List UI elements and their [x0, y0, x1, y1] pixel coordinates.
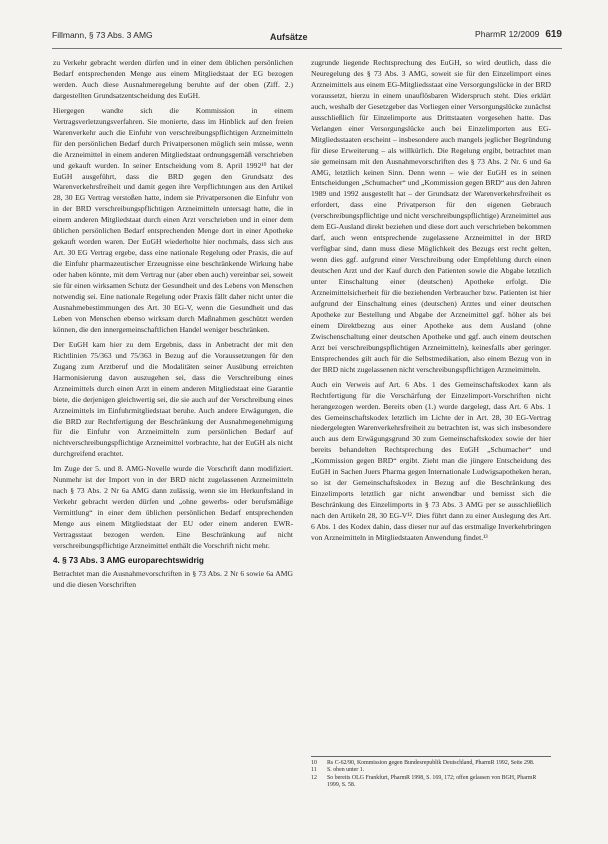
- right-column: [311, 58, 551, 544]
- left-column: [53, 58, 293, 591]
- header-author-citation: Fillmann, § 73 Abs. 3 AMG: [52, 30, 153, 40]
- footnote: [311, 760, 551, 767]
- header-journal: PharmR 12/2009: [475, 29, 540, 39]
- footnote: [311, 767, 551, 774]
- footnotes: [311, 756, 551, 790]
- footnote-number: 11: [311, 767, 317, 774]
- footnote-text: So bereits OLG Frankfurt, PharmR 1998, S. 169, 172; offen gelassen von BGH, PharmR 1999, S. 58.: [327, 774, 537, 789]
- paragraph: Hiergegen wandte sich die Kommission in einem Vertragsverletzungsverfahren. Sie monierte, dass im Hinblick auf den freien Warenverkehr auch die Einfuhr von verschreibungspflichtigen Arzneimitteln für den persönlichen Bedarf durch Privatpersonen möglich sein müsse, wenn die Arzneimittel in einem anderen Mitgliedstaat ordnungsgemäß verschrieben und gekauft wurden. In seiner Entscheidung vom 8. April 1992¹⁰ hat der EuGH ausgeführt, dass die BRD gegen den Grundsatz des Warenverkehrsfreiheit und damit gegen ihre Verpflichtungen aus den Artikel 28, 30 EG Vertrag verstoßen hatte, indem sie Privatpersonen die Einfuhr von in der BRD verschreibungspflichtigen Arzneimitteln untersagt hatte, die in einem anderen Mitgliedstaat durch einen Arzt verschrieben und in einer dem üblichen persönlichen Bedarf entsprechenden Menge dort in einer Apotheke gekauft worden waren. Der EuGH wiederholte hier nochmals, dass sich aus Art. 30 EG Vertrag ergebe, dass eine nationale Regelung oder Praxis, die auf die Einfuhr pharmazeutischer Erzeugnisse eine beschränkende Wirkung habe oder haben könnte, mit dem Vertrag nur (aber eben auch) vereinbar sei, soweit sie für einen wirksamen Schutz der Gesundheit und des Lebens von Menschen notwendig sei. Eine nationale Regelung oder Praxis fällt daher nicht unter die Ausnahmebestimmungen des Art. 30 EG-V, wenn die Gesundheit und das Leben von Menschen ebenso wirksam durch Maßnahmen geschützt werden können, die den innergemeinschaftlichen Handel weniger beschränken.: [53, 105, 293, 334]
- footnote-number: 12: [311, 774, 317, 781]
- header-journal-info: [475, 29, 562, 40]
- footnote: [311, 775, 551, 790]
- running-header: [52, 26, 562, 49]
- paragraph: zu Verkehr gebracht werden dürfen und in einer dem üblichen persönlichen Bedarf entsprechenden Menge aus einem Mitgliedstaat der EG bezogen werden. Auch diese Ausnahmeregelung beruhte auf der oben (Ziff. 2.) dargestellten Grundsatzentscheidung des EuGH.: [53, 58, 293, 100]
- paragraph: zugrunde liegende Rechtsprechung des EuGH, so wird deutlich, dass die Neuregelung des § 73 Abs. 3 AMG, soweit sie für den Einzelimport eines Arzneimittels aus einem EG-Mitgliedsstaat eine Versorgungslücke in der BRD voraussetzt, hierzu in einem unauflösbaren Widerspruch steht. Dies erklärt auch, weshalb der Gesetzgeber das Vorliegen einer Versorgungslücke zunächst ausschließlich für Einzelimporte aus Drittstaaten vorgesehen hatte. Das Verlangen einer Versorgungslücke auch bei Einzelimporten aus EG-Mitgliedsstaaten erscheint – insbesondere auch mangels jeglicher Begründung für diese Erweiterung – als willkürlich. Die Regelung ergibt, betrachtet man sie gemeinsam mit den Ausnahmevorschriften des § 73 Abs. 2 Nr. 6 und 6a AMG, letztlich keinen Sinn. Denn wenn – wie der EuGH es in seinen Entscheidungen „Schumacher“ und „Kommission gegen BRD“ aus den Jahren 1989 und 1992 ausgestellt hat – der Grundsatz der Warenverkehrsfreiheit es erfordert, dass eine Privatperson für den eigenen Gebrauch (verschreibungspflichtige und nicht verschreibungspflichtige) Arzneimittel aus dem EG-Ausland direkt beziehen und diese dort auch verschrieben bekommen darf, auch wenn entsprechende zugelassene Arzneimittel in der BRD verfügbar sind, dann muss diese Möglichkeit des Bezugs erst recht gelten, wenn dies ggf. aufgrund einer Verschreibung oder Empfehlung durch einen deutschen Arzt und der Kauf durch den Patienten sowie die Abgabe letztlich unter Einschaltung einer (deutschen) Apotheke erfolgt. Die Arzneimittelsicherheit für die beziehenden Verbraucher bzw. Patienten ist hier aufgrund der Einschaltung eines (deutschen) Arztes und einer deutschen Apotheke zur Bestellung und Abgabe der Arzneimittel ggf. höher als bei einem Direktbezug aus einer Apotheke aus dem Ausland (ohne Zwischenschaltung einer deutschen Apotheke und ggf. auch einem deutschen Arzt bei verschreibungspflichtigen Arzneimitteln), keinesfalls aber geringer. Entsprechendes gilt auch für die Selbstmedikation, also einem Bezug von in der BRD nicht zugelassenen nicht verschreibungspflichtigen Arzneimitteln.: [311, 58, 551, 374]
- paragraph: Der EuGH kam hier zu dem Ergebnis, dass in Anbetracht der mit den Richtlinien 75/363 und 75/363 in Bezug auf die Voraussetzungen für den Zugang zum Arztberuf und die Modalitäten seiner Ausübung erreichten Harmonisierung davon auszugehen sei, dass die Verschreibung eines Arzneimittels durch einen Arzt in einem anderen Mitgliedstaat eine Garantie biete, die derjenigen gleichwertig sei, die sie auch auf der Verschreibung eines Arzneimittels im Einfuhrmitgliedstaat beruhe. Auch andere Erwägungen, die die BRD zur Rechtfertigung der Beschränkung der Ausnahmegenehmigung für die Einfuhr von Arzneimitteln zum persönlichen Bedarf auf nichtverschreibungspflichtige Arzneimittel vorbrachte, hat der EuGH als nicht durchgreifend erachtet.: [53, 339, 293, 459]
- paragraph: Im Zuge der 5. und 8. AMG-Novelle wurde die Vorschrift dann modifiziert. Nunmehr ist der Import von in der BRD nicht zugelassenen Arzneimitteln nach § 73 Abs. 2 Nr 6a AMG dann zulässig, wenn sie im Herkunftsland in Verkehr gebracht werden dürfen und „ohne gewerbs- oder berufsmäßige Vermittlung“ in einer dem üblichen persönlichen Bedarf entsprechenden Menge aus einem Mitgliedstaat der EU oder einem anderen EWR-Vertragsstaat bezogen werden. Eine Beschränkung auf nicht verschreibungspflichtige Arzneimittel enthält die Vorschrift nicht mehr.: [53, 464, 293, 550]
- footnote-text: Rs C-62/90, Kommission gegen Bundesrepublik Deutschland, PharmR 1992, Seite 298.: [327, 760, 535, 766]
- paragraph: Betrachtet man die Ausnahmevorschriften in § 73 Abs. 2 Nr 6 sowie 6a AMG und die diesen Vorschriften: [53, 568, 293, 589]
- section-heading: 4. § 73 Abs. 3 AMG europarechtswidrig: [53, 555, 204, 565]
- header-section-title: Aufsätze: [270, 32, 308, 42]
- footnote-number: 10: [311, 760, 317, 766]
- paragraph: Auch ein Verweis auf Art. 6 Abs. 1 des Gemeinschaftskodex kann als Rechtfertigung für die Verschärfung der Einzelimport-Vorschriften nicht herangezogen werden. Bereits oben (1.) wurde dargelegt, dass Art. 6 Abs. 1 des Gemeinschaftskodex letztlich im Lichte der in Art. 28, 30 EG-Vertrag niedergelegten Warenverkehrsfreiheit zu betrachten ist, was sich insbesondere auch aus dem Erwägungsgrund 30 zum Gemeinschaftskodex sowie der hier bereits behandelten Rechtsprechung des EuGH „Schumacher“ und „Kommission gegen BRD“ ergibt. Zieht man die jüngere Entscheidung des EuGH in Sachen Juers Pharma gegen Internationale Ludwigsapotheken heran, so ist der Gemeinschaftskodex in Bezug auf die Beschränkung des Einzelimports letztlich gar nicht anwendbar und bemisst sich die Beschränkung des Einzelimports in § 73 Abs. 3 AMG per se ausschließlich nach den Artikeln 28, 30 EG-V¹². Dies führt dann zu einer Auslegung des Art. 6 Abs. 1 des Kodex dahin, dass dieser nur auf das erstmalige Inverkehrbringen von Arzneimitteln in Mitgliedstaaten Anwendung findet.¹³: [311, 379, 551, 542]
- page-number: 619: [545, 29, 562, 40]
- footnote-text: S. oben unter 1.: [327, 767, 365, 774]
